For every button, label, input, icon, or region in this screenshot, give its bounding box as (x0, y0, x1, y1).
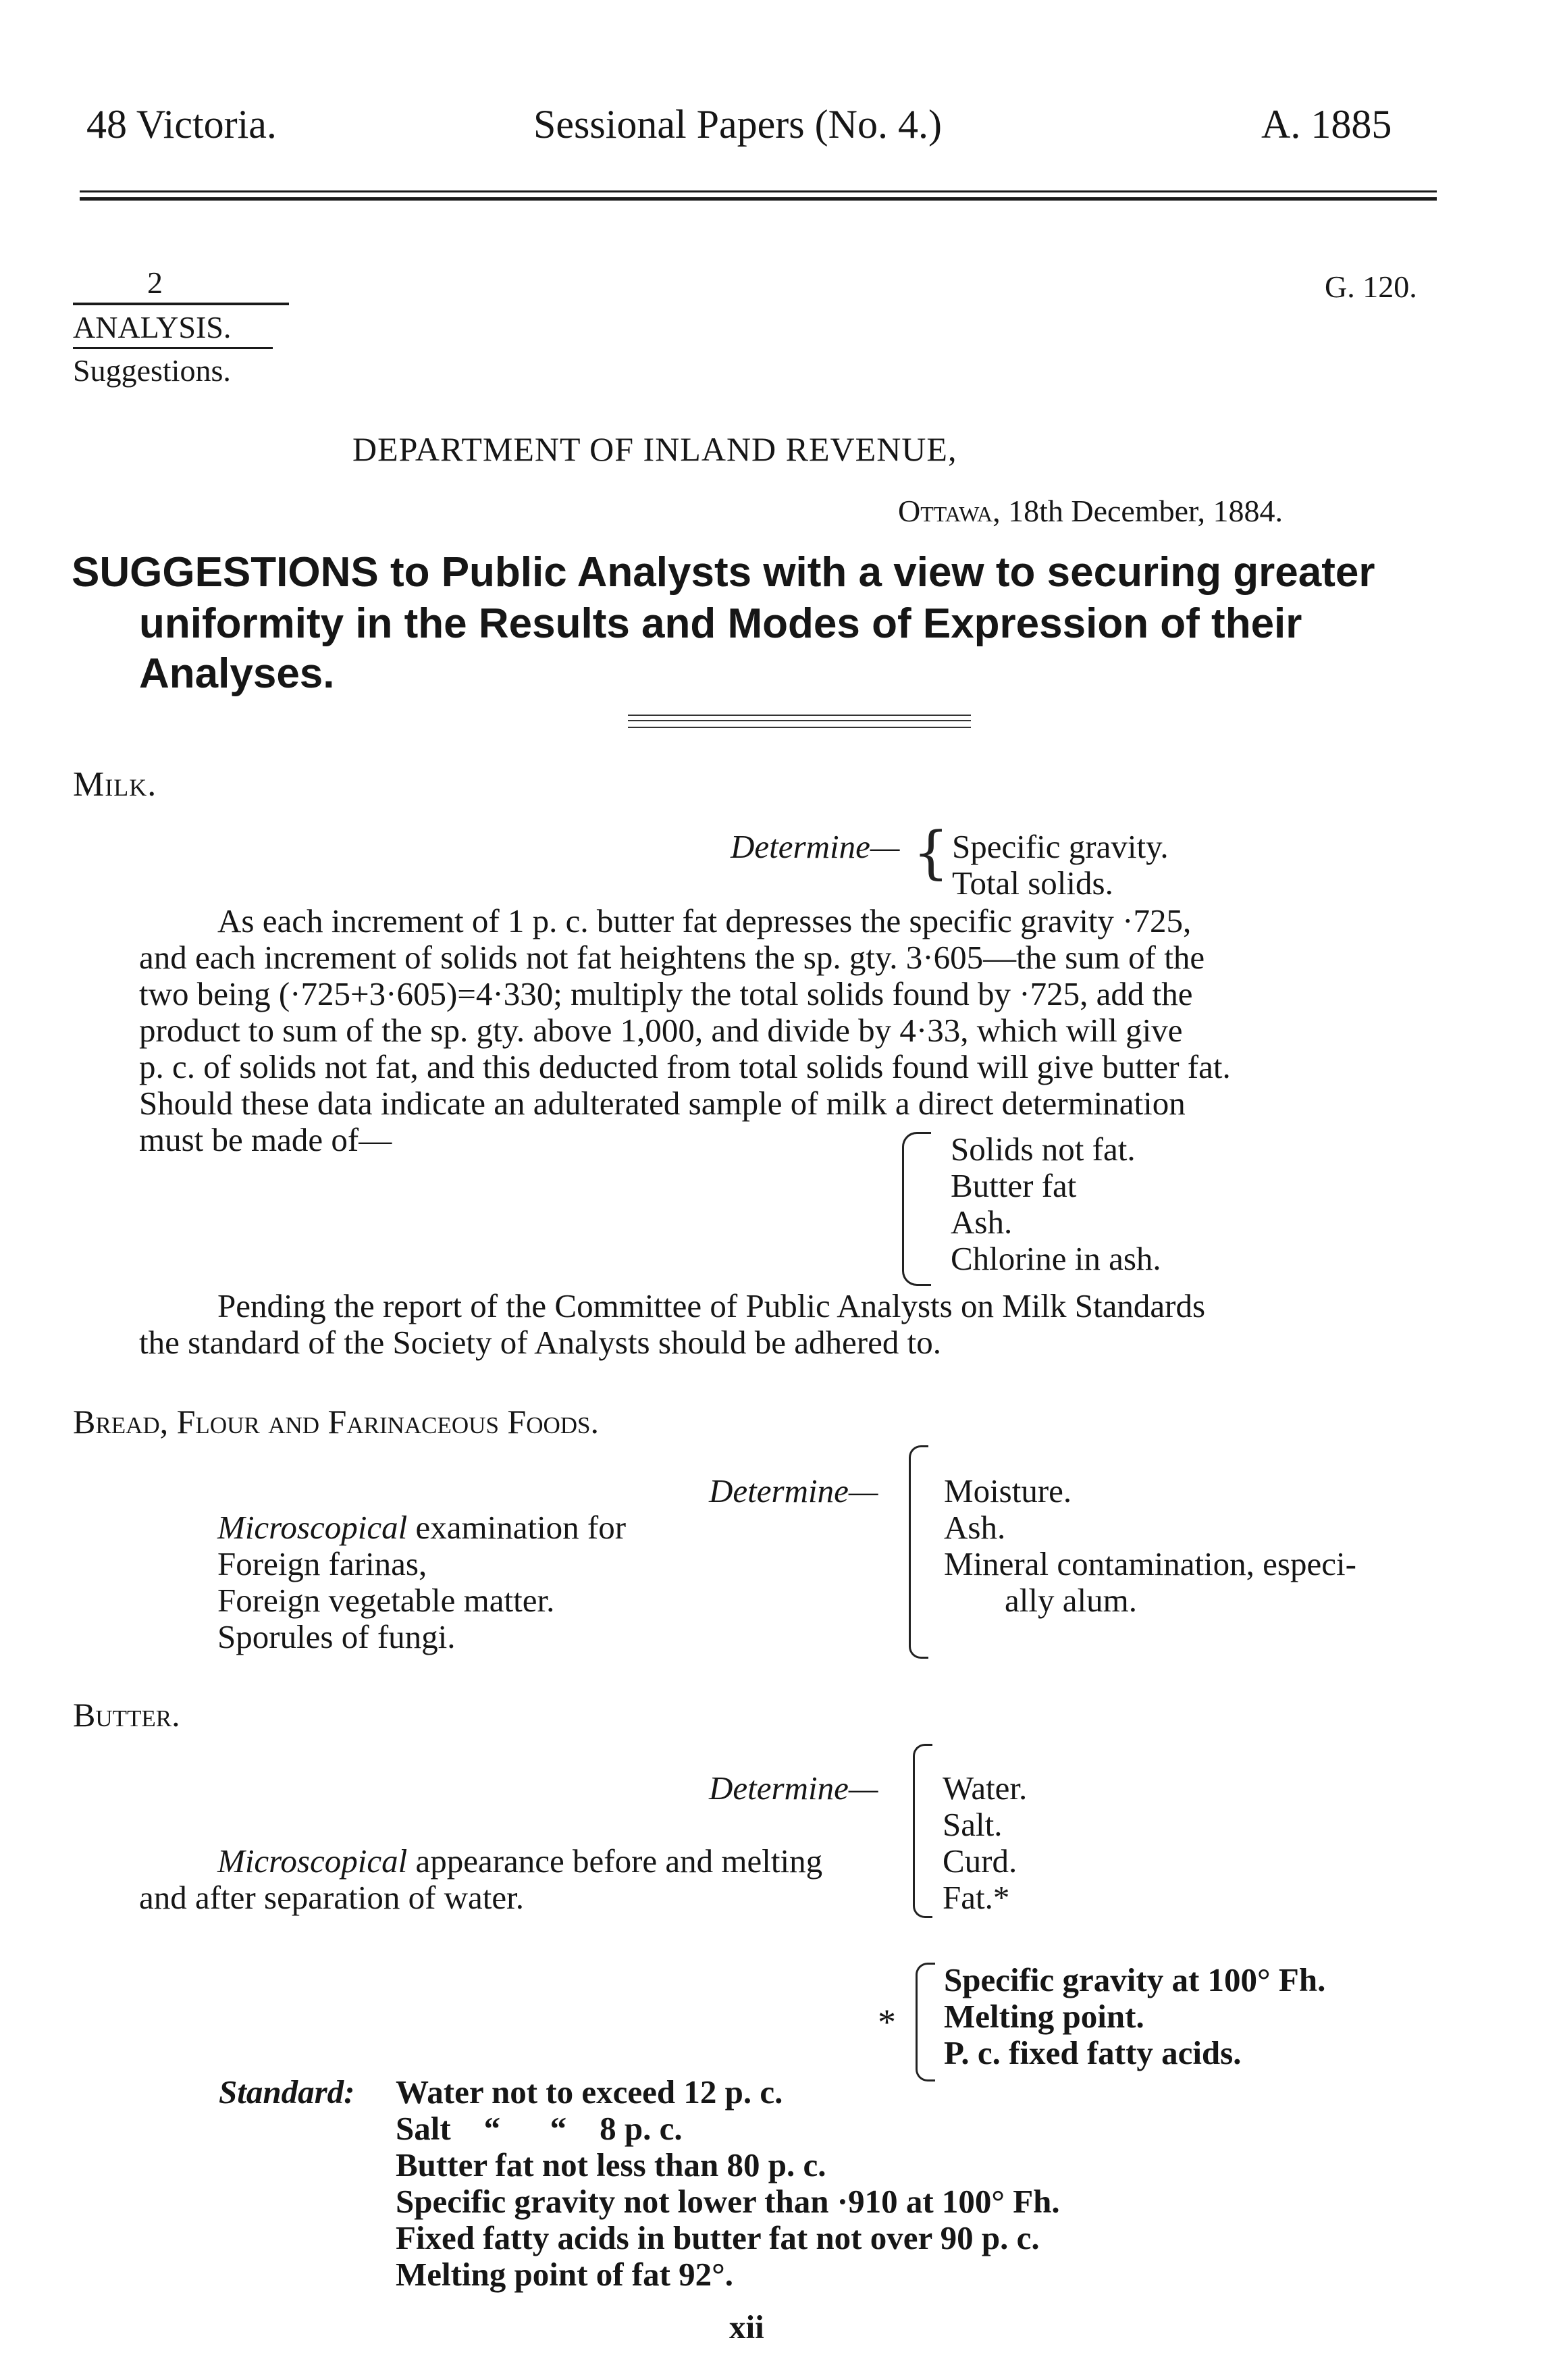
dateline-place: Ottawa, (898, 494, 1001, 528)
title-rule-1 (628, 715, 971, 716)
bread-micro-item: Foreign vegetable matter. (217, 1582, 555, 1619)
title-rule-3 (628, 727, 971, 728)
standard-line: Fixed fatty acids in butter fat not over 90 p. c. (396, 2219, 1040, 2256)
milk-heading: Milk. (73, 765, 157, 804)
standard-line: Water not to exceed 12 p. c. (396, 2073, 783, 2111)
milk-determine-item: Total solids. (952, 864, 1113, 902)
butter-fat-item: Melting point. (944, 1998, 1144, 2035)
milk-direct-brace (902, 1132, 931, 1286)
butter-determine-item: Salt. (943, 1806, 1003, 1843)
page-footer-roman: xii (729, 2308, 764, 2346)
milk-para2-line: the standard of the Society of Analysts should be adhered to. (139, 1324, 941, 1361)
bread-determine-item: Moisture. (944, 1472, 1072, 1509)
department-heading: DEPARTMENT OF INLAND REVENUE, (352, 430, 957, 468)
margin-subsection: Suggestions. (73, 353, 231, 388)
butter-determine-brace (913, 1744, 932, 1918)
margin-rule (73, 303, 289, 305)
milk-direct-item: Ash. (951, 1204, 1013, 1241)
header-center: Sessional Papers (No. 4.) (533, 102, 942, 147)
milk-para1-line: Should these data indicate an adulterated sample of milk a direct determination (139, 1085, 1186, 1122)
milk-para2-line: Pending the report of the Committee of Public Analysts on Milk Standards (217, 1287, 1206, 1324)
milk-para1-line: p. c. of solids not fat, and this deducted from total solids found will give butter fat. (139, 1048, 1231, 1085)
margin-rule-2 (73, 347, 273, 349)
butter-fat-item: Specific gravity at 100° Fh. (944, 1961, 1326, 1998)
dateline-date: 18th December, 1884. (1008, 494, 1284, 528)
header-rule-bottom (80, 197, 1437, 201)
bread-determine-item: Ash. (944, 1509, 1006, 1546)
milk-determine-brace: { (913, 819, 949, 885)
milk-determine-label: Determine— (731, 828, 900, 865)
bread-micro-rest: examination for (407, 1509, 627, 1546)
title-line-3: Analyses. (139, 650, 335, 697)
bread-determine-brace (909, 1445, 928, 1659)
butter-determine-item: Curd. (943, 1842, 1017, 1880)
milk-determine-item: Specific gravity. (952, 828, 1169, 865)
margin-section: ANALYSIS. (73, 310, 232, 344)
bread-micro-item: Foreign farinas, (217, 1545, 427, 1582)
butter-determine-item: Fat.* (943, 1879, 1010, 1916)
milk-direct-item: Butter fat (951, 1167, 1077, 1204)
butter-micro-line-2: and after separation of water. (139, 1879, 525, 1916)
document-code: G. 120. (1325, 269, 1417, 304)
bread-determine-label: Determine— (709, 1472, 878, 1509)
butter-asterisk: * (878, 2002, 896, 2042)
header-right: A. 1885 (1261, 102, 1392, 147)
bread-heading: Bread, Flour and Farinaceous Foods. (73, 1403, 600, 1441)
butter-fat-item: P. c. fixed fatty acids. (944, 2034, 1242, 2071)
butter-determine-item: Water. (943, 1769, 1028, 1807)
header-left: 48 Victoria. (86, 102, 277, 147)
standard-line: Specific gravity not lower than ·910 at 100° Fh. (396, 2183, 1060, 2220)
bread-determine-item: Mineral contamination, especi- (944, 1545, 1356, 1582)
butter-micro-line (217, 1844, 822, 1879)
milk-direct-item: Solids not fat. (951, 1131, 1136, 1168)
milk-para1-line: two being (·725+3·605)=4·330; multiply the total solids found by ·725, add the (139, 975, 1193, 1012)
milk-para1-line: product to sum of the sp. gty. above 1,000, and divide by 4·33, which will give (139, 1012, 1183, 1049)
butter-heading: Butter. (73, 1696, 180, 1734)
milk-para1-line: must be made of— (139, 1121, 392, 1158)
title-rule-2 (628, 720, 971, 721)
milk-direct-item: Chlorine in ash. (951, 1240, 1161, 1277)
dateline (898, 493, 1283, 529)
title-line-2: uniformity in the Results and Modes of Expression of their (139, 600, 1302, 647)
butter-fat-brace (916, 1963, 935, 2081)
milk-para1-line: As each increment of 1 p. c. butter fat depresses the specific gravity ·725, (217, 902, 1192, 939)
bread-micro-item: Sporules of fungi. (217, 1618, 456, 1655)
bread-micro-label: Microscopical (217, 1509, 408, 1546)
standard-line: Salt “ “ 8 p. c. (396, 2110, 683, 2147)
butter-micro-label: Microscopical (217, 1842, 408, 1880)
milk-para1-line: and each increment of solids not fat heightens the sp. gty. 3·605—the sum of the (139, 939, 1205, 976)
standard-line: Melting point of fat 92°. (396, 2256, 734, 2293)
standard-label: Standard: (219, 2073, 355, 2111)
bread-micro-line (217, 1510, 626, 1545)
butter-determine-label: Determine— (709, 1769, 878, 1807)
title-line-1: SUGGESTIONS to Public Analysts with a view to securing greater (72, 549, 1375, 596)
bread-determine-item: ally alum. (1005, 1582, 1137, 1619)
page-number: 2 (147, 265, 163, 300)
butter-micro-rest: appearance before and melting (407, 1842, 823, 1880)
header-rule-top (80, 190, 1437, 192)
standard-line: Butter fat not less than 80 p. c. (396, 2146, 826, 2183)
